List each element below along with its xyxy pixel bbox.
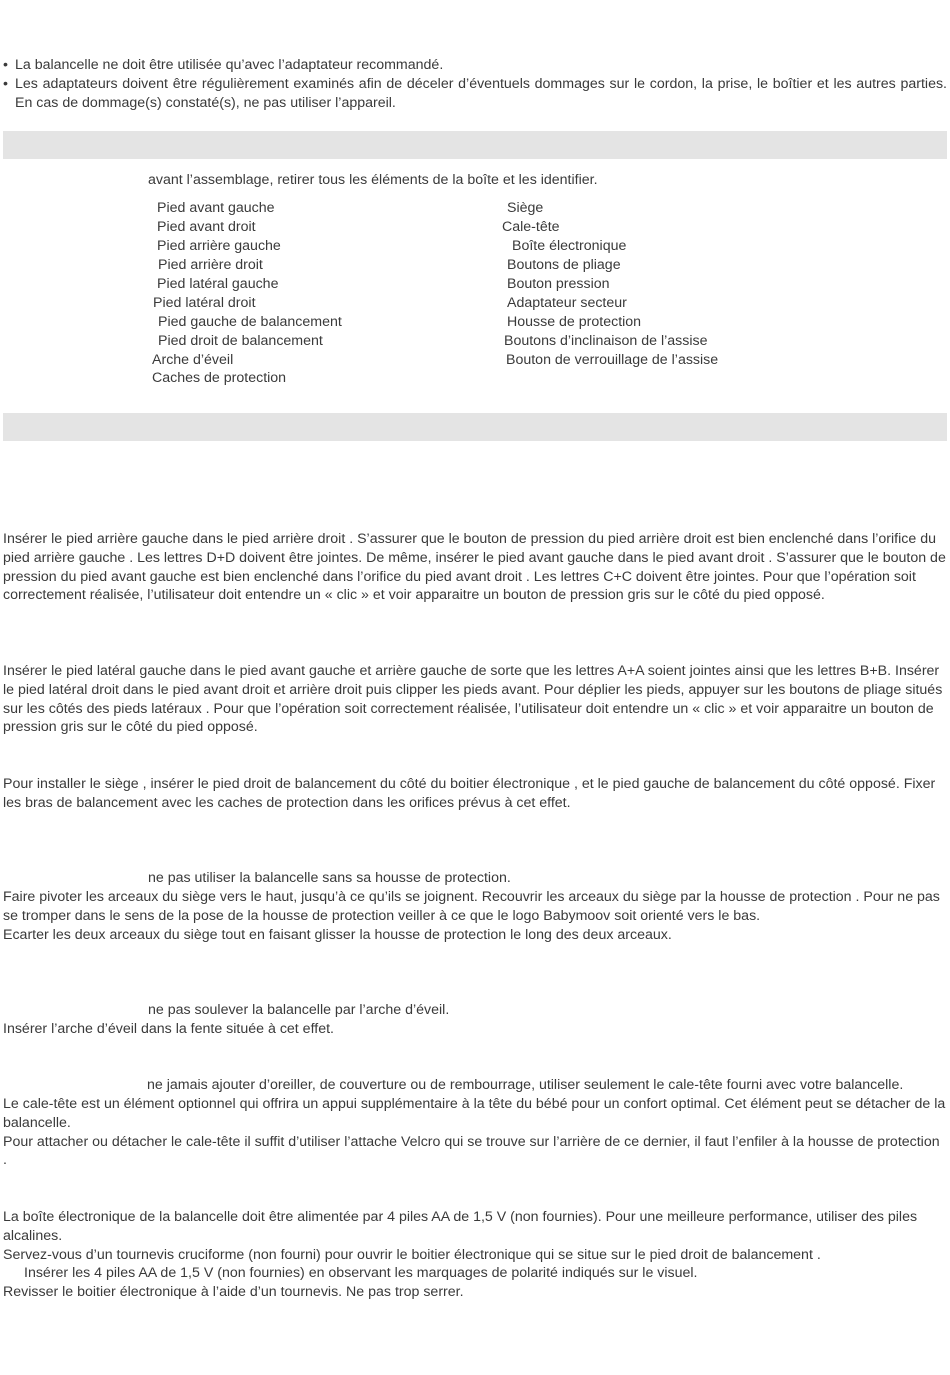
part-item: Boutons de pliage (507, 256, 621, 273)
bullet-marker: • (3, 76, 8, 92)
part-item: Pied latéral droit (153, 294, 256, 311)
part-item: Caches de protection (152, 370, 287, 387)
seat-paragraph (3, 775, 947, 813)
part-item: Adaptateur secteur (507, 294, 627, 311)
part-item: Boîte électronique (512, 237, 627, 254)
battery-text: La boîte électronique de la balancelle doit être alimentée par 4 piles AA de 1,5 V (non fournies). Pour une meilleure performance, utiliser des piles alcalines. (3, 1209, 918, 1244)
part-item: Pied latéral gauche (157, 275, 279, 292)
bullet-marker: • (3, 57, 8, 73)
cover-warning: ne pas utiliser la balancelle sans sa housse de protection. (148, 870, 511, 886)
cover-step-2: Ecarter les deux arceaux du siège tout en faisant glisser la housse de protection le long des deux arceaux. (3, 926, 672, 943)
part-item: Pied avant droit (157, 218, 256, 235)
part-item: Pied arrière gauche (157, 237, 281, 254)
battery-paragraph (3, 1208, 947, 1302)
part-item: Bouton pression (507, 275, 610, 292)
contents-intro: avant l’assemblage, retirer tous les éléments de la boîte et les identifier. (148, 172, 598, 188)
battery-close: Revisser le boitier électronique à l’aide d’un tournevis. Ne pas trop serrer. (3, 1284, 464, 1301)
seat-text: Pour installer le siège , insérer le pied droit de balancement du côté du boitier électronique , et le pied gauche de balancement du côté opposé. Fixer les bras de balancement avec les caches de protection dans les orifices prévus à cet effet. (3, 776, 936, 811)
arch-warning: ne pas soulever la balancelle par l’arche d’éveil. (148, 1002, 450, 1018)
headrest-warning: ne jamais ajouter d’oreiller, de couverture ou de rembourrage, utiliser seulement le cale-tête fourni avec votre balancelle. (147, 1077, 904, 1093)
arch-step: Insérer l’arche d’éveil dans la fente située à cet effet. (3, 1021, 334, 1037)
headrest-paragraph (3, 1095, 947, 1170)
headrest-attach: Pour attacher ou détacher le cale-tête il suffit d’utiliser l’attache Velcro qui se trouve sur l’arrière de ce dernier, il faut l’enfiler à la housse de protection . (3, 1133, 940, 1169)
part-item: Bouton de verrouillage de l’assise (506, 351, 719, 368)
legs-front-back-text: Insérer le pied arrière gauche dans le pied arrière droit . S’assurer que le bouton de pression du pied arrière droit est bien enclenché dans l’orifice du pied arrière gauche . Les lettres D+D doivent être jointes. De même, insérer le pied avant gauche dans le pied avant droit . S’assurer que le bouton de pression du pied avant gauche est bien enclenché dans l’orifice du pied avant droit . Les lettres C+C doivent être jointes. Pour que l’opération soit correctement réalisée, l’utilisateur doit entendre un « clic » et voir apparaitre un bouton de pression gris sur le côté du pied opposé. (3, 531, 946, 604)
part-item: Cale-tête (502, 218, 560, 235)
battery-insert: Insérer les 4 piles AA de 1,5 V (non fournies) en observant les marquages de polarité indiqués sur le visuel. (24, 1265, 698, 1282)
part-item: Boutons d’inclinaison de l’assise (504, 332, 708, 349)
warning-item (3, 75, 947, 113)
cover-step-1: Faire pivoter les arceaux du siège vers le haut, jusqu’à ce qu’ils se joignent. Recouvrir les arceaux du siège par la housse de protection . Pour ne pas se tromper dans le sens de la pose de la housse de protection veiller à ce que le logo Babymoov soit orienté vers le bas. (3, 889, 940, 924)
warning-list (3, 56, 947, 113)
legs-lateral-text: Insérer le pied latéral gauche dans le pied avant gauche et arrière gauche de sorte que les lettres A+A soient jointes ainsi que les lettres B+B. Insérer le pied latéral droit dans le pied avant droit et arrière droit puis clipper les pieds avant. Pour déplier les pieds, appuyer sur les boutons de pliage situés sur les côtés des pieds latéraux . Pour que l’opération soit correctement réalisée, l’utilisateur doit entendre un « clic » et voir apparaitre un bouton de pression gris sur le côté du pied opposé. (3, 663, 943, 736)
battery-open: Servez-vous d’un tournevis cruciforme (non fourni) pour ouvrir le boitier électronique qui se situe sur le pied droit de balancement . (3, 1246, 821, 1263)
parts-list-right (0, 199, 718, 369)
legs-lateral-paragraph (3, 662, 947, 737)
warning-item (3, 56, 947, 75)
part-item: Siège (507, 200, 544, 216)
part-item: Pied avant gauche (157, 200, 275, 216)
warning-text: Les adaptateurs doivent être régulièrement examinés afin de déceler d’éventuels dommages sur le cordon, la prise, le boîtier et les autres parties. En cas de dommage(s) constaté(s), ne pas utiliser l’appareil. (15, 76, 947, 111)
headrest-text: Le cale-tête est un élément optionnel qui offrira un appui supplémentaire à la tête du bébé pour un confort optimal. Cet élément peut se détacher de la balancelle. (3, 1096, 946, 1131)
part-item: Pied arrière droit (158, 256, 263, 273)
part-item: Pied droit de balancement (158, 332, 323, 349)
section-header-band (3, 413, 947, 441)
part-item: Arche d’éveil (152, 351, 234, 368)
arch-paragraph (3, 1020, 947, 1039)
part-item: Pied gauche de balancement (158, 313, 342, 330)
warning-text: La balancelle ne doit être utilisée qu’avec l’adaptateur recommandé. (15, 57, 444, 73)
part-item: Housse de protection (507, 313, 642, 330)
section-header-band (3, 131, 947, 159)
legs-front-back-paragraph (3, 530, 947, 605)
cover-paragraph (3, 888, 947, 944)
